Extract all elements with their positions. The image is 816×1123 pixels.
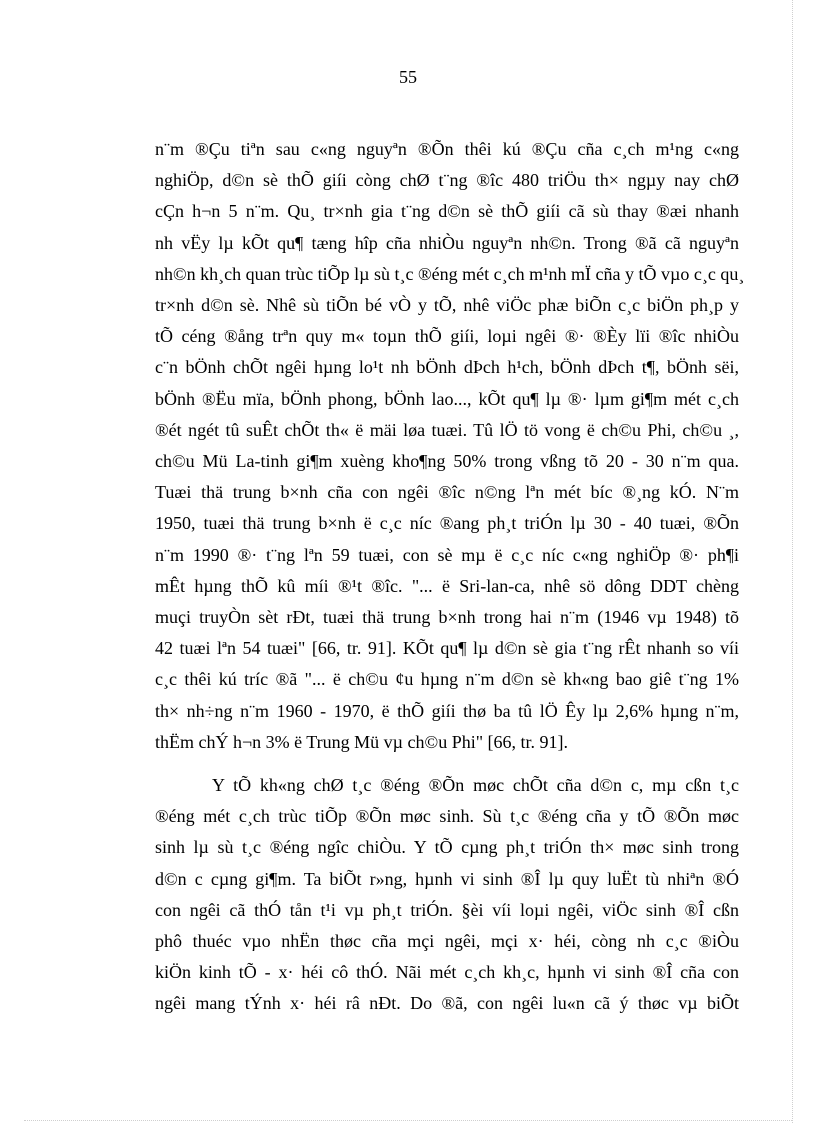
- text-line: Y tÕ kh«ng chØ t¸c ®éng ®Õn møc chÕt cña d©n c, mµ cßn t¸c: [212, 775, 739, 796]
- text-line: n¨m ®Çu tiªn sau c«ng nguyªn ®Õn thêi kú ®Çu cña c¸ch m¹ng c«ng: [155, 139, 739, 159]
- text-line: ngêi mang tÝnh x· héi râ nÐt. Do ®ã, con ngêi lu«n cã ý thøc vµ biÕt: [155, 993, 739, 1014]
- text-line: muçi truyÒn sèt rÐt, tuæi thä trung b×nh trong hai n¨m (1946 vµ 1948) tõ: [155, 607, 739, 628]
- text-line: phô thuéc vµo nhËn thøc cña mçi ngêi, mçi x· héi, còng nh c¸c ®iÒu: [155, 931, 739, 952]
- text-line: con ngêi cã thÓ tån t¹i vµ ph¸t triÓn. §èi víi loµi ngêi, viÖc sinh ®Î cßn: [155, 899, 739, 920]
- paragraph-2: [155, 770, 739, 1020]
- text-line: nh vËy lµ kÕt qu¶ tæng hîp cña nhiÒu nguyªn nh©n. Trong ®ã cã nguyªn: [155, 232, 739, 253]
- text-line: d©n c cµng gi¶m. Ta biÕt r»ng, hµnh vi sinh ®Î lµ quy luËt tù nhiªn ®Ó: [155, 868, 739, 889]
- text-line: c¸c thêi kú tríc ®ã "... ë ch©u ¢u hµng n¨m d©n sè kh«ng bao giê t¨ng 1%: [155, 669, 739, 690]
- text-line: nghiÖp, d©n sè thÕ giíi còng chØ t¨ng ®îc 480 triÖu th× ngµy nay chØ: [155, 170, 739, 191]
- text-line: tr×nh d©n sè. Nhê sù tiÕn bé vÒ y tÕ, nhê viÖc phæ biÕn c¸c biÖn ph¸p y: [155, 295, 739, 316]
- text-line: ®éng mét c¸ch trùc tiÕp ®Õn møc sinh. Sù t¸c ®éng cña y tÕ ®Õn møc: [155, 806, 739, 827]
- text-line: 42 tuæi lªn 54 tuæi" [66, tr. 91]. KÕt qu¶ lµ d©n sè gia t¨ng rÊt nhanh so víi: [155, 638, 739, 659]
- page-edge-bottom: [24, 1120, 792, 1121]
- text-line: 1950, tuæi thä trung b×nh ë c¸c níc ®ang ph¸t triÓn lµ 30 - 40 tuæi, ®Õn: [155, 513, 739, 534]
- text-line: mÊt hµng thÕ kû míi ®¹t ®îc. "... ë Sri-lan-ca, nhê sö dông DDT chèng: [155, 575, 739, 596]
- text-line: cÇn h¬n 5 n¨m. Qu¸ tr×nh gia t¨ng d©n sè thÕ giíi cã sù thay ®æi nhanh: [155, 201, 739, 222]
- text-line: kiÖn kinh tÕ - x· héi cô thÓ. Nãi mét c¸ch kh¸c, hµnh vi sinh ®Î cña con: [155, 962, 739, 983]
- text-line: c¨n bÖnh chÕt ngêi hµng lo¹t nh bÖnh dÞch h¹ch, bÖnh dÞch t¶, bÖnh sëi,: [155, 357, 739, 378]
- text-line: tÕ céng ®ång trªn quy m« toµn thÕ giíi, loµi ngêi ®· ®Èy lïi ®îc nhiÒu: [155, 326, 739, 347]
- text-line: nh©n kh¸ch quan trùc tiÕp lµ sù t¸c ®éng mét c¸ch m¹nh mÏ cña y tÕ vµo c¸c qu¸: [155, 263, 745, 284]
- body-text: [155, 134, 745, 1020]
- text-line: ch©u Mü La-tinh gi¶m xuèng kho¶ng 50% trong vßng tõ 20 - 30 n¨m qua.: [155, 451, 739, 472]
- page-edge-right: [792, 0, 793, 1123]
- page-number: 55: [399, 67, 417, 87]
- paragraph-1: [155, 134, 745, 758]
- text-line: n¨m 1990 ®· t¨ng lªn 59 tuæi, con sè mµ ë c¸c níc c«ng nghiÖp ®· ph¶i: [155, 544, 739, 565]
- text-line: th× nh÷ng n¨m 1960 - 1970, ë thÕ giíi thø ba tû lÖ Êy lµ 2,6% hµng n¨m,: [155, 700, 739, 721]
- text-line: ®ét ngét tû suÊt chÕt th« ë mäi løa tuæi. Tû lÖ tö vong ë ch©u Phi, ch©u ¸,: [155, 419, 739, 440]
- text-line: Tuæi thä trung b×nh cña con ngêi ®îc n©ng lªn mét bíc ®¸ng kÓ. N¨m: [155, 482, 739, 503]
- text-line: sinh lµ sù t¸c ®éng ngîc chiÒu. Y tÕ cµng ph¸t triÓn th× møc sinh trong: [155, 837, 739, 858]
- text-line: thËm chÝ h¬n 3% ë Trung Mü vµ ch©u Phi" [66, tr. 91].: [155, 731, 569, 752]
- text-line: bÖnh ®Ëu mïa, bÖnh phong, bÖnh lao..., kÕt qu¶ lµ ®· lµm gi¶m mét c¸ch: [155, 388, 739, 409]
